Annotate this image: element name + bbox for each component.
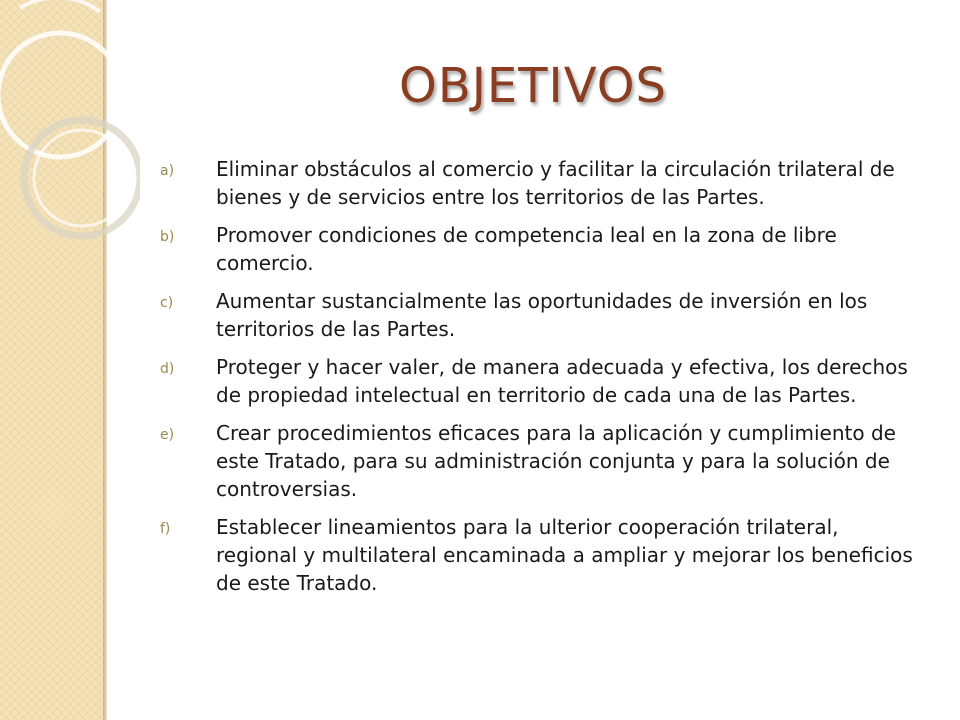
objectives-list xyxy=(160,155,920,607)
list-marker: c) xyxy=(160,295,174,311)
list-item-text: Proteger y hacer valer, de manera adecuada y efectiva, los derechos de propiedad intelectual en territorio de cada una de las Partes. xyxy=(216,355,908,407)
decorative-circles-icon xyxy=(0,0,140,320)
list-item xyxy=(160,221,920,277)
list-marker: f) xyxy=(160,521,171,537)
list-marker: a) xyxy=(160,163,175,179)
list-marker: e) xyxy=(160,427,175,443)
slide-title: OBJETIVOS xyxy=(399,58,667,114)
list-marker: d) xyxy=(160,361,175,377)
list-item xyxy=(160,287,920,343)
list-item-text: Aumentar sustancialmente las oportunidades de inversión en los territorios de las Partes. xyxy=(216,289,868,341)
list-item xyxy=(160,419,920,503)
list-item-text: Crear procedimientos eficaces para la aplicación y cumplimiento de este Tratado, para su administración conjunta y para la solución de controversias. xyxy=(216,421,896,501)
list-item-text: Promover condiciones de competencia leal en la zona de libre comercio. xyxy=(216,223,837,275)
list-item xyxy=(160,353,920,409)
list-item-text: Establecer lineamientos para la ulterior cooperación trilateral, regional y multilateral encaminada a ampliar y mejorar los beneficios de este Tratado. xyxy=(216,515,913,595)
list-item xyxy=(160,155,920,211)
list-item xyxy=(160,513,920,597)
list-marker: b) xyxy=(160,229,175,245)
list-item-text: Eliminar obstáculos al comercio y facilitar la circulación trilateral de bienes y de servicios entre los territorios de las Partes. xyxy=(216,157,895,209)
